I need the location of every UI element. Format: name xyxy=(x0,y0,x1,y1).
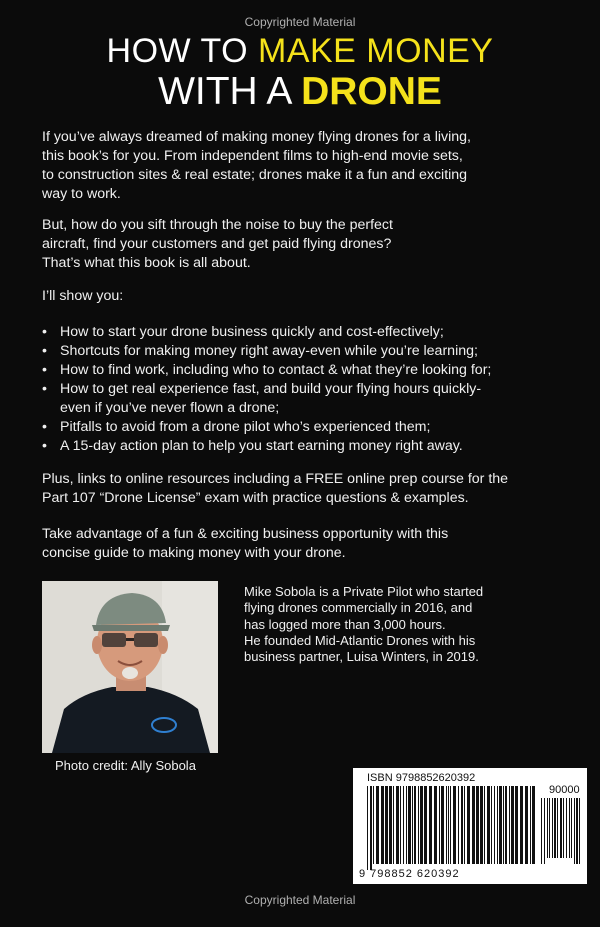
barcode-bar xyxy=(429,786,432,864)
title-line1-highlight: MAKE MONEY xyxy=(258,32,494,70)
barcode-bar xyxy=(571,798,572,858)
watermark-top: Copyrighted Material xyxy=(244,15,356,29)
barcode-bar xyxy=(574,798,575,864)
barcode-bar xyxy=(509,786,510,864)
barcode-bar xyxy=(406,786,407,864)
barcode-bar xyxy=(552,798,553,858)
list-item: • How to start your drone business quickly and cost-effectively; xyxy=(42,323,582,342)
intro-paragraph-1: If you’ve always dreamed of making money flying drones for a living, this book’s for you. From independent films to high-end movie sets, to construction sites & real estate; drones make it a fun and exciting way to work. xyxy=(42,129,471,202)
author-photo xyxy=(42,581,218,753)
book-title-line1 xyxy=(0,32,600,71)
title-line2-highlight: DRONE xyxy=(301,70,442,113)
barcode-bar xyxy=(576,798,578,864)
barcode-bar xyxy=(373,786,374,864)
barcode-bar xyxy=(484,786,485,864)
list-item: • Pitfalls to avoid from a drone pilot who’s experienced them; xyxy=(42,418,582,437)
barcode-bar xyxy=(554,798,556,858)
watermark-bottom: Copyrighted Material xyxy=(244,893,356,907)
barcode-bar xyxy=(389,786,392,864)
benefits-list xyxy=(42,323,582,456)
barcode-bar xyxy=(412,786,413,864)
intro-paragraph-2: But, how do you sift through the noise to buy the perfect aircraft, find your customers and get paid flying drones? That’s what this book is all about. xyxy=(42,217,393,271)
barcode-bar xyxy=(547,798,548,858)
barcode-bar xyxy=(434,786,437,864)
barcode-bar xyxy=(525,786,528,864)
barcode-bar xyxy=(560,798,562,858)
barcode-bar xyxy=(491,786,492,864)
barcode-bar xyxy=(563,798,564,858)
barcode-bar xyxy=(396,786,399,864)
barcode-bar xyxy=(515,786,518,864)
list-item: • How to find work, including who to contact & what they’re looking for; xyxy=(42,361,582,380)
barcode-bar xyxy=(467,786,470,864)
barcode-bar xyxy=(418,786,419,864)
barcode-bar xyxy=(494,786,495,864)
barcode-bar xyxy=(520,786,523,864)
book-title-line2 xyxy=(0,70,600,114)
barcode-bar xyxy=(503,786,504,864)
barcode-bar xyxy=(557,798,558,858)
barcode-bar xyxy=(499,786,502,864)
author-portrait-illustration xyxy=(42,581,218,753)
barcode-bar xyxy=(453,786,456,864)
barcode-bar xyxy=(505,786,507,864)
barcode-bar xyxy=(569,798,570,858)
barcode-bar xyxy=(381,786,384,864)
barcode-bar xyxy=(420,786,423,864)
list-item: • How to get real experience fast, and build your flying hours quickly- even if you’ve never flown a drone; xyxy=(42,380,582,418)
barcode-bar xyxy=(497,786,498,864)
barcode-bar xyxy=(549,798,550,858)
barcode-bar xyxy=(439,786,440,864)
barcode-bar xyxy=(448,786,449,864)
plus-paragraph: Plus, links to online resources including a FREE online prep course for the Part 107 “Drone License” exam with practice questions & examples. xyxy=(42,471,509,506)
barcode-bar xyxy=(446,786,447,864)
photo-credit: Photo credit: Ally Sobola xyxy=(55,758,196,773)
barcode-bar xyxy=(370,786,372,870)
barcode-bar xyxy=(458,786,459,864)
barcode-bar xyxy=(403,786,404,864)
isbn-label: ISBN 9798852620392 xyxy=(367,772,476,784)
list-item: • A 15-day action plan to help you start earning money right away. xyxy=(42,437,582,456)
closing-paragraph: Take advantage of a fun & exciting business opportunity with this concise guide to making money with your drone. xyxy=(42,526,449,561)
barcode-bar xyxy=(461,786,463,864)
barcode-bar xyxy=(530,786,531,864)
barcode-bar xyxy=(408,786,411,864)
price-code: 90000 xyxy=(549,784,580,796)
barcode-bar xyxy=(441,786,444,864)
barcode-bar xyxy=(532,786,535,864)
intro-paragraph-3: I’ll show you: xyxy=(42,288,124,304)
barcode-bar xyxy=(464,786,465,864)
barcode-bar xyxy=(566,798,567,858)
barcode-bar xyxy=(400,786,401,864)
barcode-bar xyxy=(480,786,483,864)
author-bio: Mike Sobola is a Private Pilot who started flying drones commercially in 2016, and has logged more than 3,000 hours. He founded Mid-Atlantic Drones with his business partner, Luisa Winters, in 2019. xyxy=(244,584,484,665)
addon-barcode-bars xyxy=(541,798,583,864)
barcode-bar xyxy=(476,786,479,864)
barcode-bar xyxy=(393,786,394,864)
barcode-bar xyxy=(424,786,427,864)
barcode-bar xyxy=(511,786,514,864)
barcode-bar xyxy=(544,798,545,864)
barcode-bars xyxy=(367,786,537,870)
barcode-bar xyxy=(376,786,379,864)
barcode-bar xyxy=(450,786,451,864)
barcode-digits: 9 798852 620392 xyxy=(359,868,460,880)
barcode-bar xyxy=(414,786,416,864)
isbn-barcode-box xyxy=(353,768,587,884)
barcode-bar xyxy=(541,798,542,864)
title-line2-prefix: WITH A xyxy=(158,70,302,113)
barcode-bar xyxy=(367,786,368,870)
list-item: • Shortcuts for making money right away-even while you’re learning; xyxy=(42,342,582,361)
barcode-bar xyxy=(385,786,388,864)
barcode-bar xyxy=(487,786,490,864)
title-line1-prefix: HOW TO xyxy=(106,32,258,70)
barcode-bar xyxy=(579,798,580,864)
barcode-bar xyxy=(472,786,475,864)
